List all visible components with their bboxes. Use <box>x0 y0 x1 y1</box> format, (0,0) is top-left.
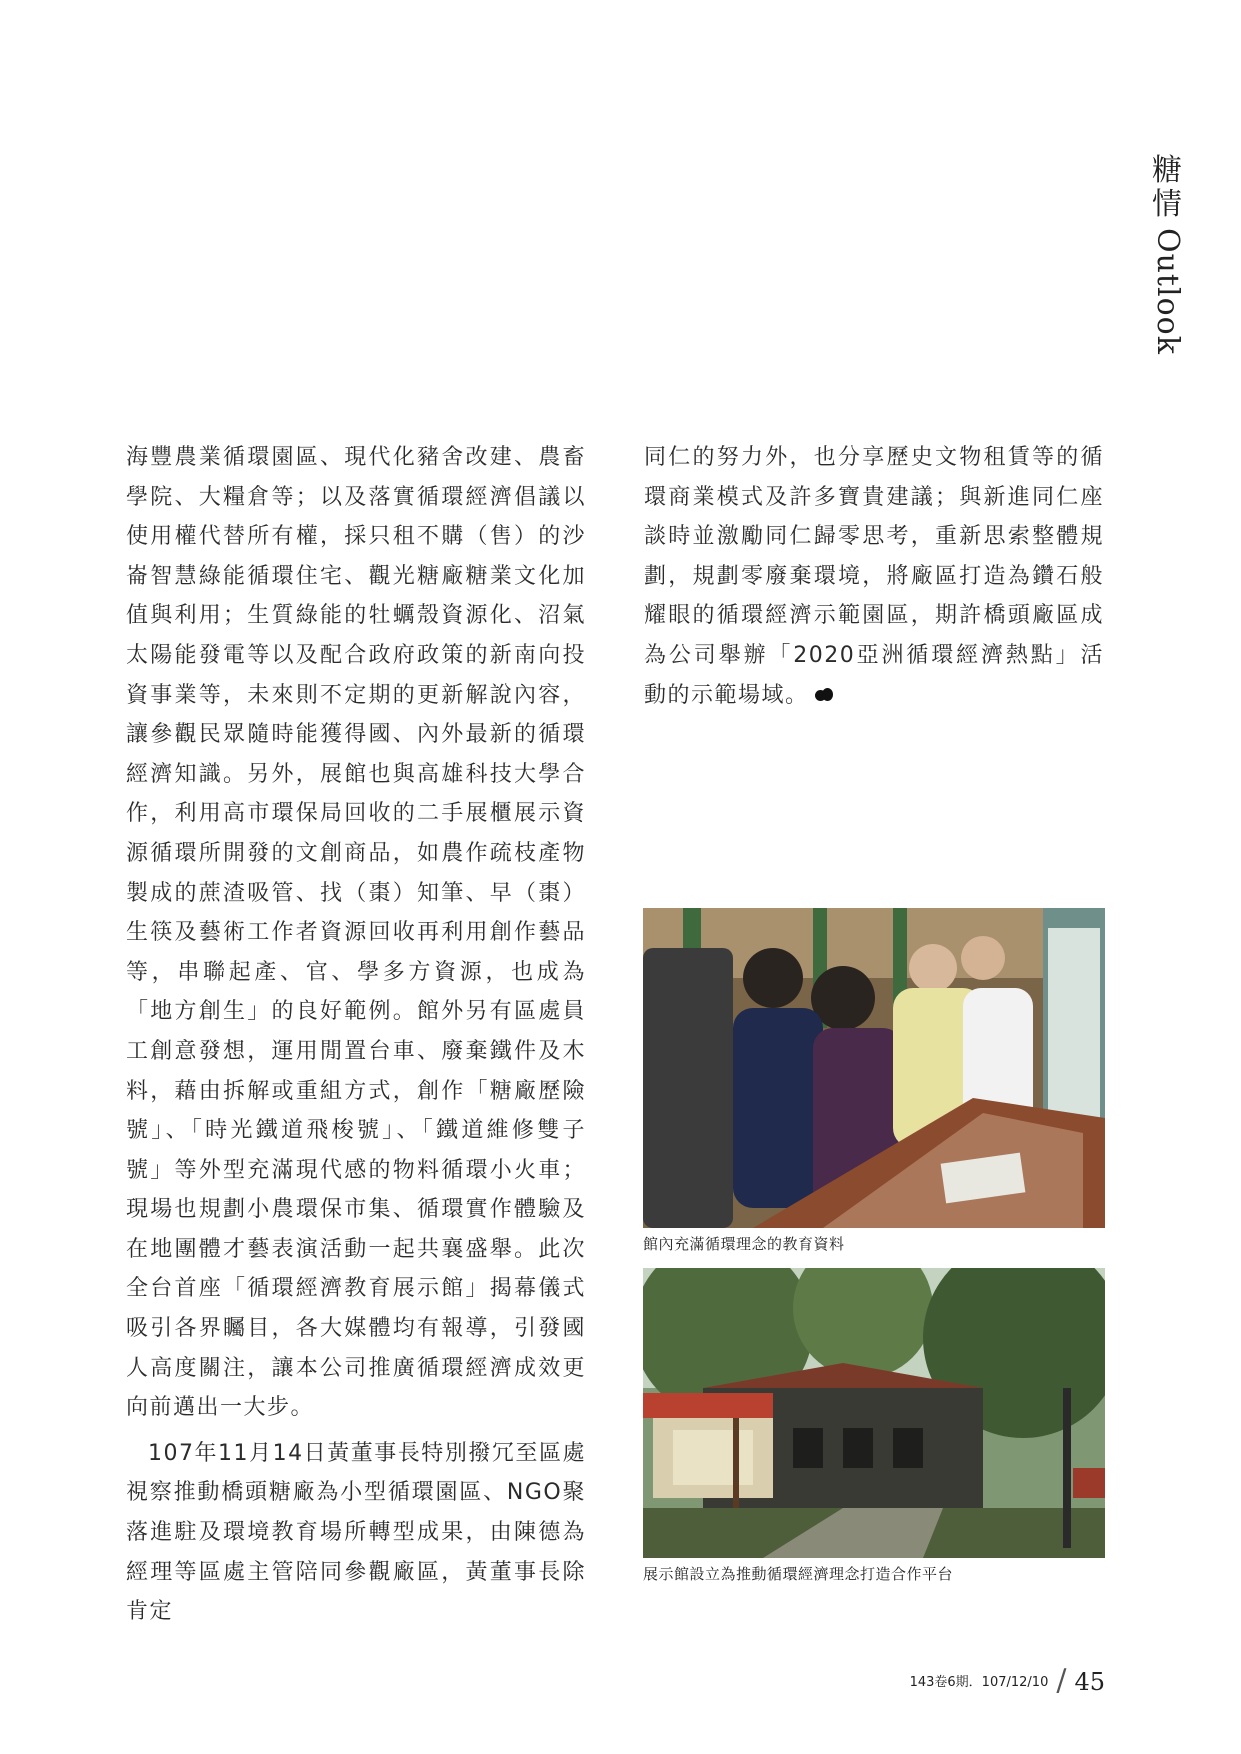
divider-slash: / <box>1056 1663 1067 1698</box>
section-title-zh: 糖情 <box>1152 153 1182 222</box>
paragraph-2: 107年11月14日黃董事長特別撥冗至區處視察推動橋頭糖廠為小型循環園區、NGO聚落進駐及環境教育場所轉型成果，由陳德為經理等區處主管陪同參觀廠區，黃董事長除肯定 <box>126 1440 586 1625</box>
right-text-column <box>644 438 1104 721</box>
issue-info: 143卷6期．107/12/10 <box>909 1675 1049 1690</box>
paragraph-3-text: 同仁的努力外，也分享歷史文物租賃等的循環商業模式及許多寶貴建議；與新進同仁座談時並激勵同仁歸零思考，重新思索整體規劃，規劃零廢棄環境，將廠區打造為鑽石般耀眼的循環經濟示範園區，期許橋頭廠區成為公司舉辦「2020亞洲循環經濟熱點」活動的示範場域。 <box>644 445 1104 708</box>
building-photo-illustration <box>643 1268 1105 1558</box>
left-text-column <box>126 438 586 1638</box>
end-mark-icon <box>815 687 833 703</box>
photo-caption-1: 館內充滿循環理念的教育資料 <box>643 1235 845 1253</box>
exhibit-photo <box>643 908 1105 1228</box>
photo-caption-2: 展示館設立為推動循環經濟理念打造合作平台 <box>643 1565 954 1583</box>
page-footer <box>910 1660 1105 1696</box>
page-number: 45 <box>1074 1668 1105 1696</box>
building-photo <box>643 1268 1105 1558</box>
section-label <box>1147 154 1187 355</box>
paragraph-1: 海豐農業循環園區、現代化豬舍改建、農畜學院、大糧倉等；以及落實循環經濟倡議以使用權代替所有權，採只租不購（售）的沙崙智慧綠能循環住宅、觀光糖廠糖業文化加值與利用；生質綠能的牡蠣殼資源化、沼氣太陽能發電等以及配合政府政策的新南向投資事業等，未來則不定期的更新解說內容，讓參觀民眾隨時能獲得國、內外最新的循環經濟知識。另外，展館也與高雄科技大學合作，利用高市環保局回收的二手展櫃展示資源循環所開發的文創商品，如農作疏枝產物製成的蔗渣吸管、找（棗）知筆、早（棗）生筷及藝術工作者資源回收再利用創作藝品等，串聯起產、官、學多方資源，也成為「地方創生」的良好範例。館外另有區處員工創意發想，運用閒置台車、廢棄鐵件及木料，藉由拆解或重組方式，創作「糖廠歷險號」、「時光鐵道飛梭號」、「鐵道維修雙子號」等外型充滿現代感的物料循環小火車；現場也規劃小農環保市集、循環實作體驗及在地團體才藝表演活動一起共襄盛舉。此次全台首座「循環經濟教育展示館」揭幕儀式吸引各界矚目，各大媒體均有報導，引發國人高度關注，讓本公司推廣循環經濟成效更向前邁出一大步。 <box>126 445 586 1421</box>
paragraph-3 <box>644 438 1104 715</box>
exhibit-photo-illustration <box>643 908 1105 1228</box>
section-title-en: Outlook <box>1150 228 1185 355</box>
